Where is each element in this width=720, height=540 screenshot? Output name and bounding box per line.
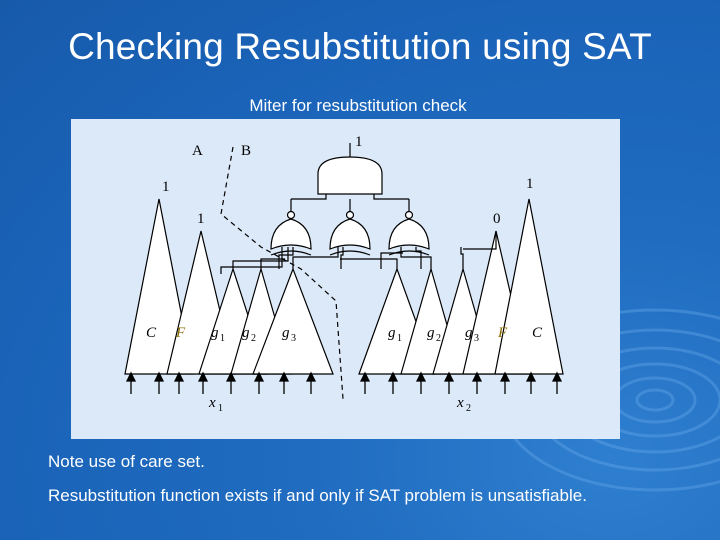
- and-gate: [318, 157, 382, 194]
- note-resubstitution: Resubstitution function exists if and only if SAT problem is unsatisfiable.: [48, 486, 587, 505]
- label-right-g2-sub: 2: [436, 333, 441, 344]
- label-left-g1: g: [211, 325, 219, 341]
- input-arrows: [127, 373, 561, 394]
- label-x2-sub: 2: [466, 403, 471, 414]
- label-left-c: C: [146, 325, 157, 341]
- label-right-g2: g: [427, 325, 435, 341]
- output-value-right-f: 0: [493, 211, 501, 227]
- label-x2: x: [457, 395, 464, 411]
- note-care-set: Note use of care set.: [48, 452, 205, 471]
- miter-diagram-svg: [71, 119, 620, 439]
- label-x1: x: [209, 395, 216, 411]
- label-right-g3-sub: 3: [474, 333, 479, 344]
- label-left-f: F: [176, 325, 186, 341]
- label-right-g3: g: [465, 325, 473, 341]
- diagram-caption: Miter for resubstitution check: [249, 96, 467, 115]
- output-value-left-c: 1: [162, 179, 170, 195]
- label-left-g2-sub: 2: [251, 333, 256, 344]
- miter-diagram: [71, 119, 620, 439]
- slide-title: Checking Resubstitution using SAT: [68, 26, 652, 67]
- label-right-c: C: [532, 325, 543, 341]
- label-right-g1: g: [388, 325, 396, 341]
- label-right-f: F: [498, 325, 508, 341]
- label-x1-sub: 1: [218, 403, 223, 414]
- xnor-gate-1: [271, 219, 311, 249]
- output-value-right-c: 1: [526, 176, 534, 192]
- label-left-g1-sub: 1: [220, 333, 225, 344]
- output-value-left-f: 1: [197, 211, 205, 227]
- label-a: A: [192, 143, 203, 159]
- xnor-gate-3: [389, 219, 429, 249]
- label-b: B: [241, 143, 252, 159]
- label-left-g3-sub: 3: [291, 333, 296, 344]
- label-left-g2: g: [242, 325, 250, 341]
- label-left-g3: g: [282, 325, 290, 341]
- output-value-top: 1: [355, 134, 363, 150]
- label-right-g1-sub: 1: [397, 333, 402, 344]
- xnor-gate-2: [330, 219, 370, 249]
